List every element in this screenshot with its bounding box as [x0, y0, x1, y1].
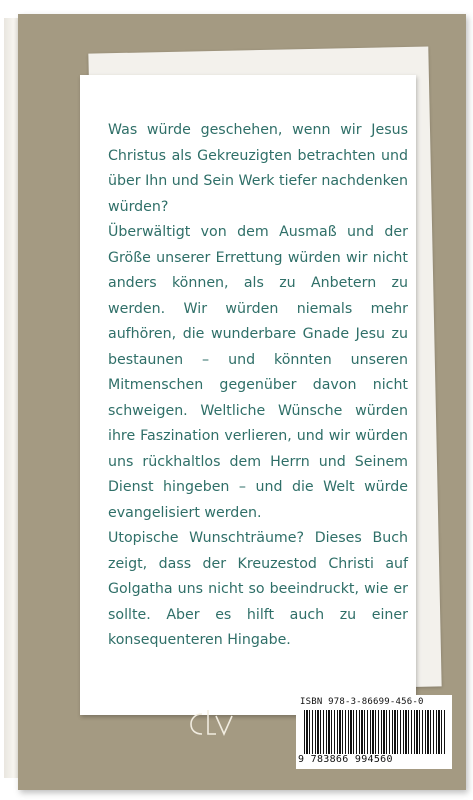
blurb-paragraph-3: Utopische Wunschträume? Dieses Buch zeigt, dass der Kreuzestod Christi auf Golgatha uns nicht so beeindruckt, wie er sollte. Aber es hilft auch zu einer konsequenteren Hingabe.	[108, 530, 408, 648]
barcode	[296, 695, 452, 769]
isbn-label: ISBN 978-3-86699-456-0	[300, 697, 424, 707]
clv-logo-icon	[188, 706, 248, 740]
publisher-logo	[188, 706, 248, 740]
blurb-paragraph-2: Überwältigt von dem Ausmaß und der Größe unserer Errettung würden wir nicht anders können, als zu Anbetern zu werden. Wir würden niemals mehr aufhören, die wunderbare Gnade Jesu zu bestaunen – und könnten unseren Mitmenschen gegenüber davon nicht schweigen. Weltliche Wünsche würden ihre Faszination verlieren, und wir würden uns rückhaltlos dem Herrn und Seinem Dienst hingeben – und die Welt würde evangelisiert werden.	[108, 224, 408, 521]
barcode-bars	[304, 710, 446, 754]
blurb-text	[108, 118, 408, 654]
barcode-digits: 9 783866 994560	[298, 754, 393, 765]
blurb-paragraph-1: Was würde geschehen, wenn wir Jesus Christus als Gekreuzigten betrachten und über Ihn und Sein Werk tiefer nachdenken würden?	[108, 122, 408, 215]
